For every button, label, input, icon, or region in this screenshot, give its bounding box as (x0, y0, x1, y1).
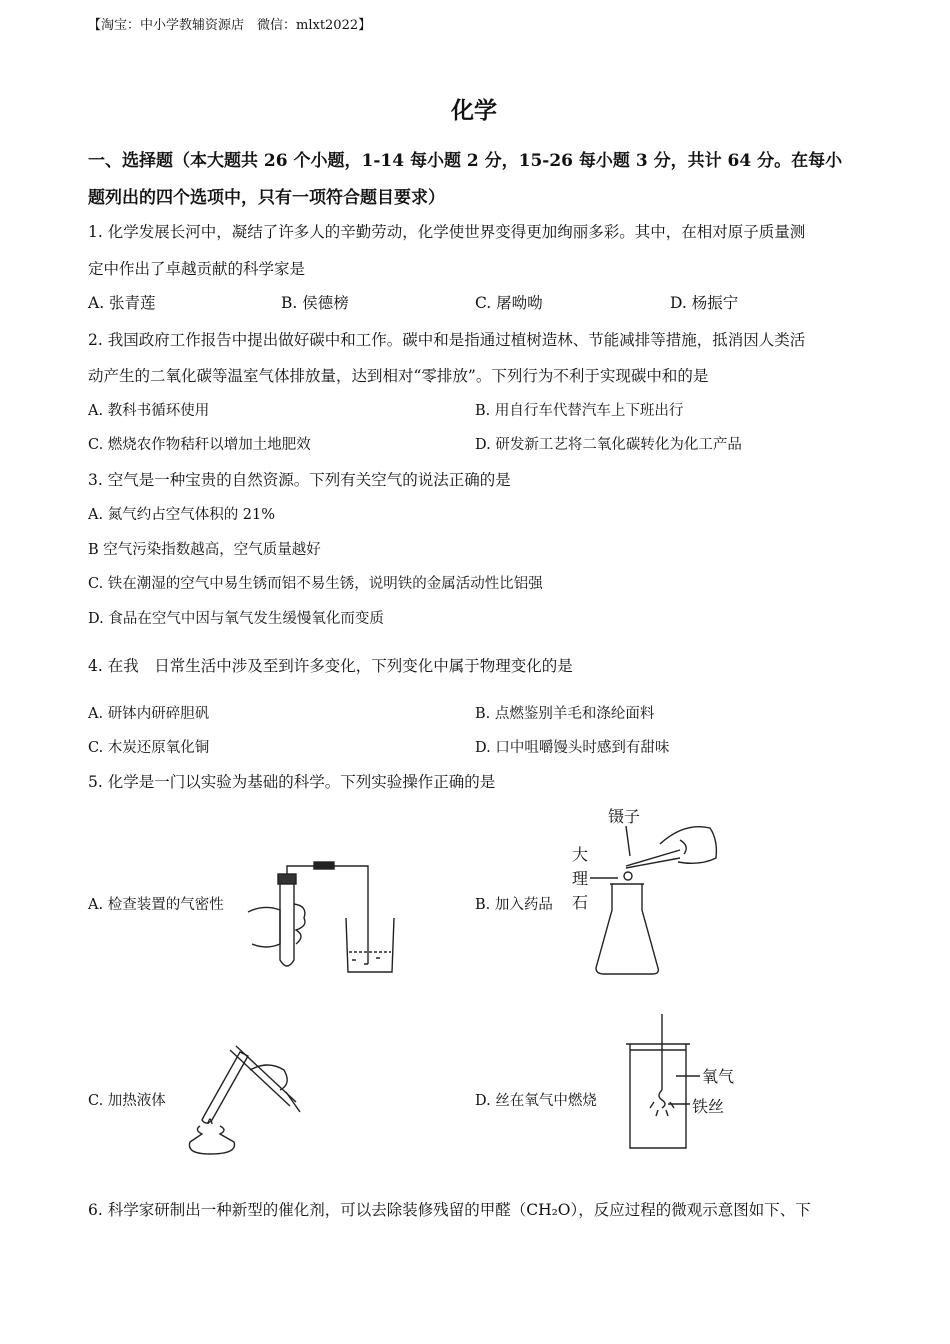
page-header: 【淘宝：中小学教辅资源店 微信：mlxt2022】 (88, 18, 372, 33)
q5-option-b: B. 加入药品 (475, 897, 553, 913)
question-4-text: 4. 在我 日常生活中涉及至到许多变化，下列变化中属于物理变化的是 (88, 657, 573, 675)
question-2-text: 2. 我国政府工作报告中提出做好碳中和工作。碳中和是指通过植树造林、节能减排等措施，抵消因人类活 (88, 331, 806, 349)
page-title: 化学 (451, 97, 497, 124)
q1-option-d: D. 杨振宁 (670, 294, 739, 312)
question-3-text: 3. 空气是一种宝贵的自然资源。下列有关空气的说法正确的是 (88, 471, 511, 489)
q3-option-a: A. 氮气约占空气体积的 21% (88, 507, 276, 523)
question-1-text: 1. 化学发展长河中，凝结了许多人的辛勤劳动，化学使世界变得更加绚丽多彩。其中，在相对原子质量测 (88, 223, 806, 241)
figure-adding-reagent (560, 800, 730, 980)
label-marble-3: 石 (572, 893, 589, 912)
q2-option-d: D. 研发新工艺将二氧化碳转化为化工产品 (475, 437, 742, 453)
section-heading-line1: 一、选择题（本大题共 26 个小题，1-14 每小题 2 分，15-26 每小题 3 分，共计 64 分。在每小 (88, 151, 843, 171)
question-2-text-cont: 动产生的二氧化碳等温室气体排放量，达到相对“零排放”。下列行为不利于实现碳中和的是 (88, 367, 709, 385)
q3-option-d: D. 食品在空气中因与氧气发生缓慢氧化而变质 (88, 611, 384, 627)
q3-option-c: C. 铁在潮湿的空气中易生锈而铝不易生锈，说明铁的金属活动性比铝强 (88, 576, 543, 592)
q2-option-c: C. 燃烧农作物秸秆以增加土地肥效 (88, 437, 311, 453)
question-1-text-cont: 定中作出了卓越贡献的科学家是 (88, 260, 306, 278)
question-6-text: 6. 科学家研制出一种新型的催化剂，可以去除装修残留的甲醛（CH₂O），反应过程的微观示意图如下、下 (88, 1201, 811, 1219)
figure-airtightness-check (246, 860, 396, 980)
label-tweezers: 镊子 (608, 807, 641, 826)
q2-option-a: A. 教科书循环使用 (88, 403, 210, 419)
q3-option-b: B 空气污染指数越高，空气质量越好 (88, 542, 321, 558)
figure-iron-in-oxygen (620, 1012, 750, 1152)
q1-option-b: B. 侯德榜 (281, 294, 349, 312)
q1-option-a: A. 张青莲 (88, 294, 156, 312)
q5-option-d: D. 丝在氧气中燃烧 (475, 1093, 597, 1109)
label-marble-2: 理 (572, 869, 589, 888)
label-marble-1: 大 (572, 845, 589, 864)
label-iron-wire: 铁丝 (692, 1097, 725, 1116)
q1-option-c: C. 屠呦呦 (475, 294, 543, 312)
q4-option-b: B. 点燃鉴别羊毛和涤纶面料 (475, 706, 655, 722)
q2-option-b: B. 用自行车代替汽车上下班出行 (475, 403, 684, 419)
q5-option-a: A. 检查装置的气密性 (88, 897, 224, 913)
q5-option-c: C. 加热液体 (88, 1093, 166, 1109)
q4-option-c: C. 木炭还原氧化铜 (88, 740, 210, 756)
figure-heating-liquid (180, 1030, 310, 1160)
q4-option-d: D. 口中咀嚼馒头时感到有甜味 (475, 740, 670, 756)
label-oxygen: 氧气 (702, 1067, 735, 1086)
q4-option-a: A. 研钵内研碎胆矾 (88, 706, 210, 722)
question-5-text: 5. 化学是一门以实验为基础的科学。下列实验操作正确的是 (88, 773, 496, 791)
section-heading-line2: 题列出的四个选项中，只有一项符合题目要求） (88, 188, 445, 208)
